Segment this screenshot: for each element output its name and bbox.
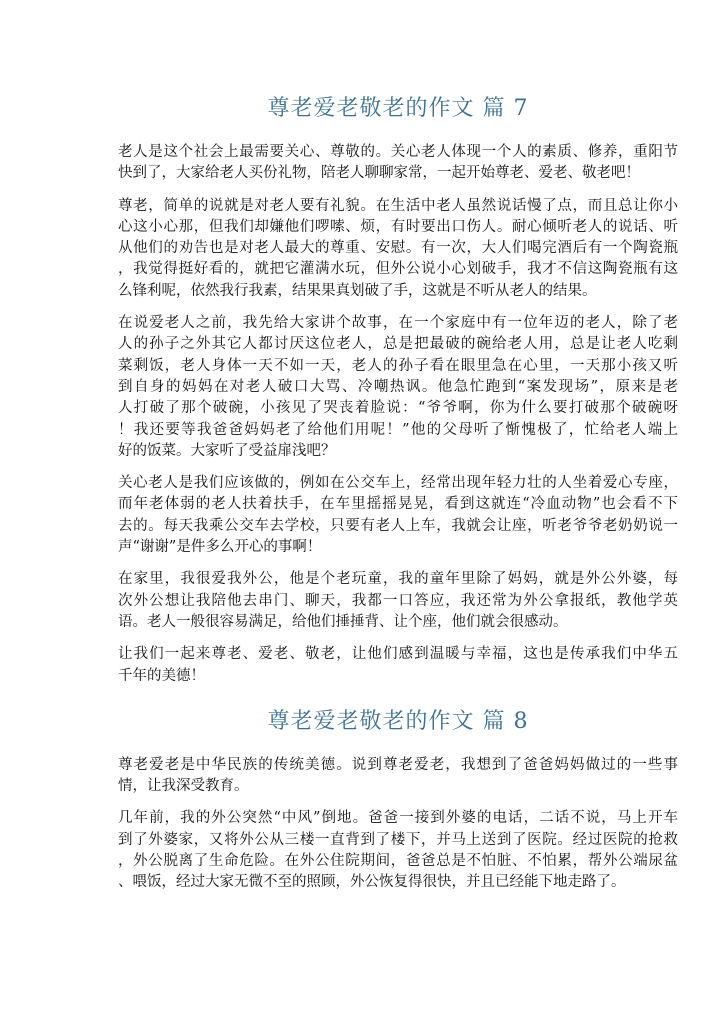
text-line: 让我们一起来尊老、爱老、敬老，让他们感到温暖与幸福，这也是传承我们中华五 — [118, 646, 678, 663]
text-line: 在家里，我很爱我外公，他是个老玩童，我的童年里除了妈妈，就是外公外婆，每 — [118, 571, 678, 588]
text-line: ，我觉得挺好看的，就把它灌满水玩，但外公说小心划破手，我才不信这陶瓷瓶有这 — [118, 261, 678, 278]
paragraph — [118, 808, 678, 893]
text-line: 尊老爱老是中华民族的传统美德。说到尊老爱老，我想到了爸爸妈妈做过的一些事 — [118, 756, 678, 773]
text-line: 到自身的妈妈在对老人破口大骂、冷嘲热讽。他急忙跑到“案发现场”，原来是老 — [118, 378, 678, 395]
text-line: 千年的美德！ — [118, 667, 205, 684]
text-line: 在说爱老人之前，我先给大家讲个故事，在一个家庭中有一位年迈的老人，除了老 — [118, 315, 678, 332]
text-line: ，外公脱离了生命危险。在外公住院期间，爸爸总是不怕脏、不怕累，帮外公端尿盆 — [118, 853, 678, 870]
text-line: 从他们的劝告也是对老人最大的尊重、安慰。有一次，大人们喝完酒后有一个陶瓷瓶 — [118, 240, 678, 257]
text-line: 么锋利呢，依然我行我素，结果果真划破了手，这就是不听从老人的结果。 — [118, 282, 597, 299]
text-line: 心这小心那，但我们却嫌他们啰嗦、烦，有时要出口伤人。耐心倾听老人的说话、听 — [118, 218, 678, 235]
paragraph — [118, 142, 678, 185]
text-line: 几年前，我的外公突然“中风”倒地。爸爸一接到外婆的电话，二话不说，马上开车 — [118, 810, 678, 827]
text-line: 、喂饭，经过大家无微不至的照顾，外公恢复得很快，并且已经能下地走路了。 — [118, 874, 626, 891]
paragraph — [118, 473, 678, 558]
text-line: 人打破了那个破碗，小孩见了哭丧着脸说：“爷爷啊，你为什么要打破那个破碗呀 — [118, 400, 678, 417]
text-line: 到了外婆家，又将外公从三楼一直背到了楼下，并马上送到了医院。经过医院的抢救 — [118, 831, 678, 848]
text-line: 语。老人一般很容易满足，给他们捶捶背、让个座，他们就会很感动。 — [118, 613, 568, 630]
text-line: 菜剩饭，老人身体一天不如一天，老人的孙子看在眼里急在心里，一天那小孩又听 — [118, 357, 678, 374]
paragraph — [118, 644, 678, 687]
text-line: 情，让我深受教育。 — [118, 778, 249, 795]
text-line: 好的饭菜。大家听了受益扉浅吧？ — [118, 442, 336, 459]
section-title: 尊老爱老敬老的作文 篇 7 — [267, 96, 529, 121]
text-line: ！我还要等我爸爸妈妈老了给他们用呢！”他的父母听了惭愧极了，忙给老人端上 — [118, 421, 678, 438]
paragraph — [118, 313, 678, 462]
document-body — [118, 94, 678, 905]
text-line: 关心老人是我们应该做的，例如在公交车上，经常出现年轻力壮的人坐着爱心专座， — [118, 475, 678, 492]
section-title: 尊老爱老敬老的作文 篇 8 — [267, 708, 529, 734]
paragraph — [118, 569, 678, 633]
text-line: 人的孙子之外其它人都讨厌这位老人，总是把最破的碗给老人用，总是让老人吃剩 — [118, 336, 678, 353]
paragraph — [118, 196, 678, 302]
paragraph — [118, 755, 678, 798]
text-line: 老人是这个社会上最需要关心、尊敬的。关心老人体现一个人的素质、修养，重阳节 — [118, 144, 678, 160]
text-line: 快到了，大家给老人买份礼物，陪老人聊聊家常，一起开始尊老、爱老、敬老吧！ — [118, 165, 640, 182]
text-line: 声“谢谢”是件多么开心的事啊！ — [118, 539, 322, 556]
text-line: 尊老，简单的说就是对老人要有礼貌。在生活中老人虽然说话慢了点，而且总让你小 — [118, 197, 678, 214]
text-line: 次外公想让我陪他去串门、聊天，我都一口答应，我还常为外公拿报纸，教他学英 — [118, 592, 678, 609]
text-line: 而年老体弱的老人扶着扶手，在车里摇摇晃晃，看到这就连“冷血动物”也会看不下 — [118, 496, 678, 513]
text-line: 去的。每天我乘公交车去学校，只要有老人上车，我就会让座，听老爷爷老奶奶说一 — [118, 517, 678, 534]
